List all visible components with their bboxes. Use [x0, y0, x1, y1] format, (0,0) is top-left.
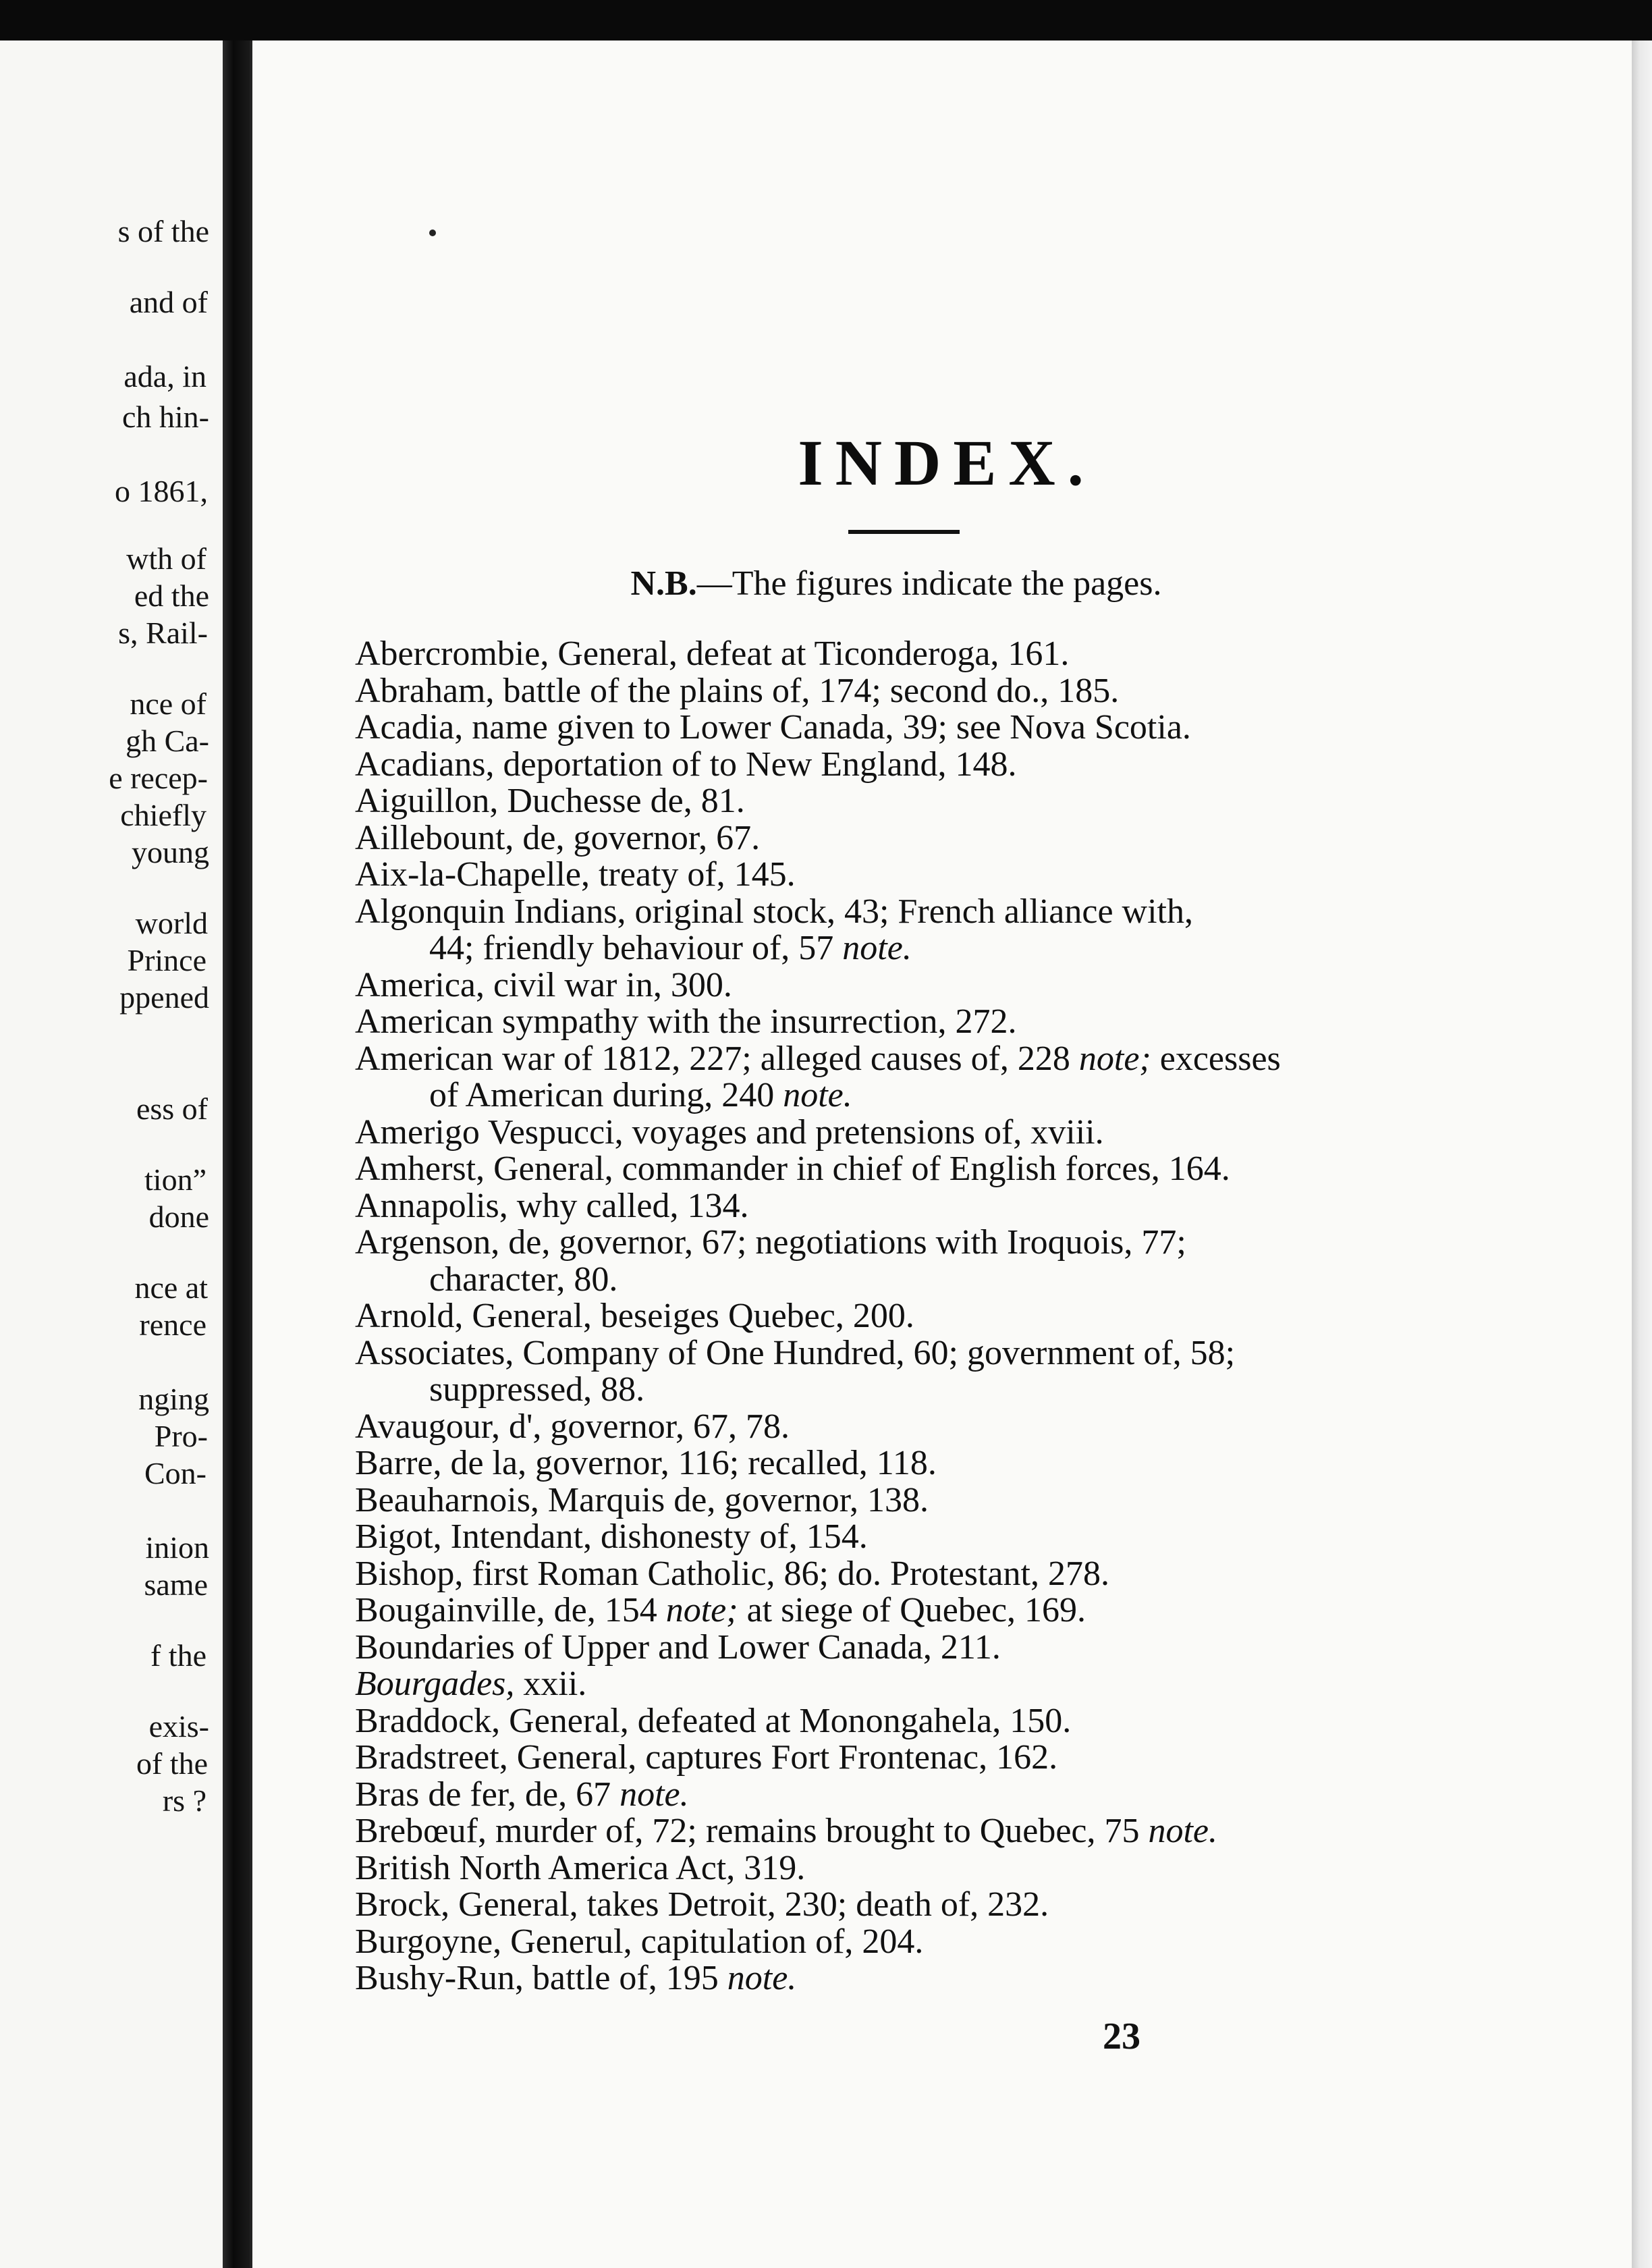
index-entry	[355, 1739, 1570, 1777]
index-entry	[355, 1777, 1570, 1814]
index-entry	[355, 747, 1570, 784]
facing-page-line: ch hin-	[121, 400, 209, 434]
facing-page-line: nging	[138, 1382, 209, 1416]
index-entry-text: Amherst, General, commander in chief of English forces, 164.	[355, 1150, 1230, 1188]
index-entry	[355, 1224, 1570, 1298]
index-entry-text: Brebœuf, murder of, 72; remains brought to Quebec, 75	[355, 1812, 1149, 1850]
index-entry	[355, 1592, 1570, 1629]
index-entry-tail: excesses	[1151, 1039, 1281, 1078]
index-entry-tail: at siege of Quebec, 169.	[738, 1591, 1086, 1629]
index-entry-text: Aiguillon, Duchesse de, 81.	[355, 782, 745, 820]
index-note-label: N.B.	[630, 564, 697, 603]
index-entry	[355, 820, 1570, 857]
index-entry-text: Bigot, Intendant, dishonesty of, 154.	[355, 1517, 868, 1556]
index-entry-text: Abraham, battle of the plains of, 174; second do., 185.	[355, 671, 1120, 710]
facing-page-line: rs ?	[162, 1783, 206, 1818]
index-entry-italic: note;	[665, 1591, 738, 1629]
facing-page-line: rence	[139, 1307, 206, 1342]
index-entry	[355, 1813, 1570, 1850]
scan-border-top	[0, 0, 1652, 40]
index-entry-continuation-italic: note.	[783, 1076, 852, 1114]
index-entry	[355, 857, 1570, 894]
facing-page-line: ess of	[136, 1091, 208, 1126]
index-entry-text: Acadia, name given to Lower Canada, 39; see Nova Scotia.	[355, 708, 1191, 747]
index-entry	[355, 1445, 1570, 1482]
facing-page-line: tion”	[144, 1162, 206, 1197]
facing-page-line: nce at	[134, 1270, 208, 1305]
index-entry-text: Bras de fer, de, 67	[355, 1775, 620, 1814]
index-entry-text: Acadians, deportation of to New England, 148.	[355, 745, 1017, 784]
page-number: 23	[1103, 2016, 1140, 2057]
index-entry-text: American sympathy with the insurrection, 272.	[355, 1002, 1017, 1041]
index-entry	[355, 1924, 1570, 1961]
index-entry	[355, 1004, 1570, 1041]
index-entry-continuation	[355, 1077, 1570, 1114]
index-entry	[355, 1151, 1570, 1188]
index-entry-italic: Bourgades,	[355, 1665, 515, 1703]
facing-page-line: young	[132, 835, 209, 869]
facing-page-line: e recep-	[109, 761, 208, 795]
index-entry-text: Bougainville, de, 154	[355, 1591, 666, 1629]
index-entry	[355, 1114, 1570, 1152]
facing-page-line: gh Ca-	[126, 724, 209, 758]
index-entry	[355, 1850, 1570, 1887]
facing-page-line: done	[148, 1199, 209, 1234]
index-entry-continuation-italic: note.	[842, 929, 912, 967]
facing-page-line: exis-	[148, 1709, 209, 1744]
index-entry	[355, 1887, 1570, 1924]
index-entry-italic: note.	[1148, 1812, 1218, 1850]
index-entry-continuation-text: character, 80.	[429, 1260, 618, 1299]
facing-page-line: s of the	[117, 214, 209, 248]
index-entry	[355, 783, 1570, 820]
index-entry-text: Braddock, General, defeated at Monongahela, 150.	[355, 1701, 1072, 1740]
facing-page-line: s, Rail-	[118, 616, 208, 650]
index-entry-text: Bushy-Run, battle of, 195	[355, 1959, 727, 1997]
index-entry-tail: xxii.	[514, 1665, 587, 1703]
index-entry-text: America, civil war in, 300.	[355, 965, 732, 1004]
index-entry	[355, 1188, 1570, 1225]
index-entry	[355, 894, 1570, 967]
facing-page-line: nce of	[130, 686, 206, 721]
index-entry-text: Bishop, first Roman Catholic, 86; do. Protestant, 278.	[355, 1554, 1109, 1593]
facing-page-line: ada, in	[123, 359, 206, 394]
index-entry-text: Barre, de la, governor, 116; recalled, 118.	[355, 1444, 937, 1482]
index-entry-text: British North America Act, 319.	[355, 1848, 806, 1887]
index-entry-text: Associates, Company of One Hundred, 60; government of, 58;	[355, 1333, 1236, 1372]
index-entry-text: Burgoyne, Generul, capitulation of, 204.	[355, 1922, 924, 1961]
index-entry-text: Avaugour, d', governor, 67, 78.	[355, 1407, 790, 1446]
page-edge	[1632, 40, 1652, 2268]
index-entry	[355, 1960, 1570, 1997]
facing-page-fragment	[0, 40, 223, 2268]
index-entry-text: American war of 1812, 227; alleged causes of, 228	[355, 1039, 1079, 1078]
index-entry-continuation	[355, 1372, 1570, 1409]
index-entry-text: Aillebount, de, governor, 67.	[355, 818, 761, 857]
index-entry-text: Annapolis, why called, 134.	[355, 1186, 749, 1225]
index-entry	[355, 1335, 1570, 1409]
index-entry	[355, 1556, 1570, 1593]
index-page	[250, 40, 1634, 2268]
index-entry-continuation-text: suppressed, 88.	[429, 1370, 645, 1409]
facing-page-line: of the	[136, 1746, 208, 1781]
index-entry	[355, 1041, 1570, 1114]
index-note-text: —The figures indicate the pages.	[696, 564, 1162, 603]
facing-page-line: wth of	[126, 541, 206, 576]
index-entry-text: Bradstreet, General, captures Fort Frontenac, 162.	[355, 1738, 1058, 1777]
page-title: INDEX.	[798, 427, 1096, 499]
index-entry-text: Brock, General, takes Detroit, 230; death of, 232.	[355, 1885, 1049, 1924]
index-entry-continuation	[355, 1262, 1570, 1299]
index-entry-text: Abercrombie, General, defeat at Ticonderoga, 161.	[355, 634, 1070, 673]
book-gutter	[223, 40, 250, 2268]
index-entry-italic: note.	[620, 1775, 689, 1814]
index-entries	[355, 636, 1570, 1997]
title-rule	[848, 530, 960, 534]
facing-page-line: o 1861,	[115, 474, 208, 508]
index-entry	[355, 636, 1570, 673]
index-entry	[355, 967, 1570, 1004]
index-entry	[355, 1409, 1570, 1446]
index-entry-text: Argenson, de, governor, 67; negotiations with Iroquois, 77;	[355, 1223, 1186, 1262]
index-entry-text: Algonquin Indians, original stock, 43; French alliance with,	[355, 892, 1193, 931]
index-entry	[355, 1482, 1570, 1519]
facing-page-line: Con-	[144, 1456, 206, 1490]
index-entry-continuation	[355, 930, 1570, 967]
index-note	[252, 564, 1634, 603]
facing-page-line: f the	[150, 1638, 206, 1673]
index-entry-italic: note.	[727, 1959, 797, 1997]
facing-page-line: inion	[145, 1530, 209, 1565]
facing-page-line: Prince	[127, 943, 206, 977]
index-entry-text: Amerigo Vespucci, voyages and pretensions of, xviii.	[355, 1112, 1104, 1152]
ink-speck	[429, 230, 436, 236]
index-entry	[355, 709, 1570, 747]
index-entry-continuation-text: of American during, 240	[429, 1076, 783, 1114]
facing-page-line: same	[144, 1567, 208, 1602]
facing-page-line: chiefly	[120, 798, 206, 832]
index-entry	[355, 1298, 1570, 1335]
index-entry-text: Aix-la-Chapelle, treaty of, 145.	[355, 855, 796, 894]
facing-page-line: Pro-	[154, 1419, 208, 1453]
index-entry	[355, 1666, 1570, 1703]
index-entry-text: Boundaries of Upper and Lower Canada, 211.	[355, 1627, 1001, 1667]
index-entry	[355, 673, 1570, 710]
facing-page-line: ed the	[134, 578, 209, 613]
index-entry	[355, 1519, 1570, 1556]
index-entry-text: Arnold, General, beseiges Quebec, 200.	[355, 1297, 914, 1335]
index-entry	[355, 1703, 1570, 1740]
facing-page-line: and of	[129, 285, 208, 319]
index-entry-italic: note;	[1078, 1039, 1151, 1078]
index-entry-text: Beauharnois, Marquis de, governor, 138.	[355, 1480, 929, 1519]
index-entry	[355, 1629, 1570, 1667]
facing-page-line: ppened	[119, 980, 209, 1015]
index-entry-continuation-text: 44; friendly behaviour of, 57	[429, 929, 843, 967]
facing-page-line: world	[135, 906, 208, 940]
